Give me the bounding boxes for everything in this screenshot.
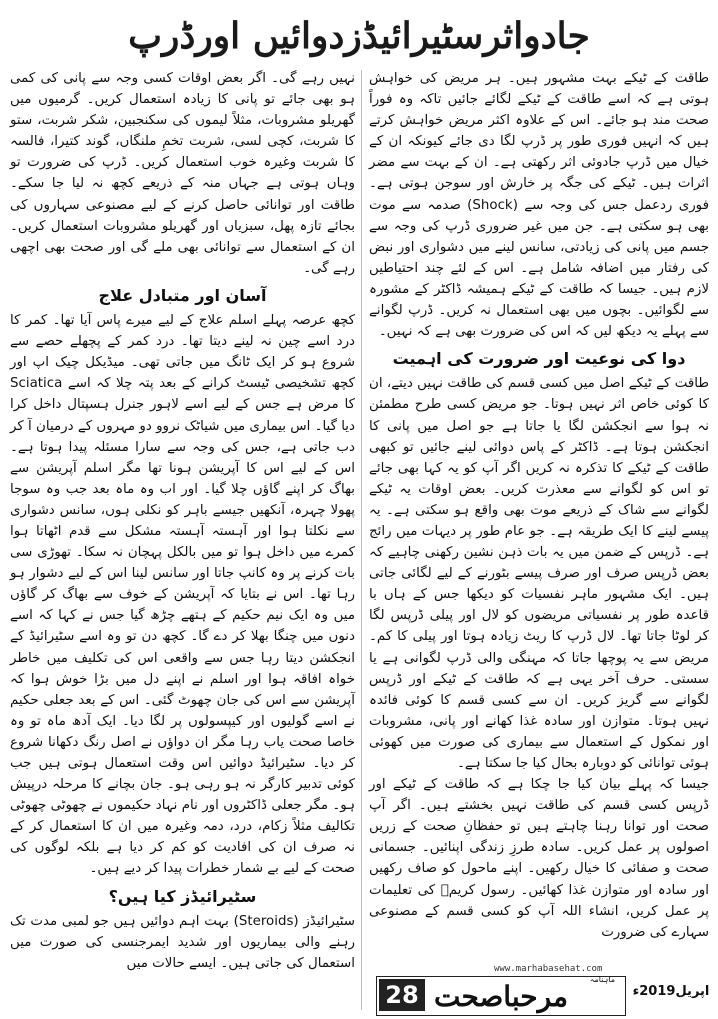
magazine-name: مرحباصحت: [433, 979, 569, 1013]
section-heading-medicine-nature: دوا کی نوعیت اور ضرورت کی اہمیت: [392, 349, 686, 369]
left-body-paragraph-2: سٹیرائیڈز (Steroids) بہت اہم دوائیں ہیں جو لمبی مدت تک رہنے والی بیماریوں اور شدید ایمرجنسی کی صورت میں استعمال کی جاتی ہیں۔ ایسے حالات میں: [10, 913, 356, 971]
right-intro-paragraph: طاقت کے ٹیکے بہت مشہور ہیں۔ ہر مریض کی خواہش ہوتی ہے کہ اسے طاقت کے ٹیکے لگائے جائیں تاکہ وہ فوراً صحت مند ہو جائے۔ اس کے علاوہ اکثر مریض خواہش کرتے ہیں کہ انہیں فوری طور پر ڈرپ لگا دی جائے کیونکہ ان کے خیال میں ڈرپ جادوئی اثر رکھتی ہے۔ ان کے بہت سے مضر اثرات ہیں۔ ٹیکے کی جگہ پر خارش اور سوجن ہوتی ہے۔ فوری ردعمل جس کی وجہ سے (Shock) صدمہ سے موت بھی ہو سکتی ہے۔ جن میں غیر ضروری ڈرپ کی وجہ سے جسم میں پانی کی زیادتی، سانس لینے میں دشواری اور نبض کی رفتار میں اضافہ شامل ہے۔ اس کے لئے چند احتیاطیں لازم ہیں۔ جیسا کہ طاقت کے ٹیکے ہمیشہ ڈاکٹر کے مشورہ سے لگوائیں۔ بچوں میں بھی استعمال نہ کریں۔ ڈرپ لگوانے سے پہلے یہ دیکھ لیں کہ اس کی ضرورت بھی ہے کہ نہیں۔: [369, 71, 709, 340]
article-header: [0, 4, 718, 68]
website-url: www.marhabasehat.com: [494, 964, 603, 974]
right-column: [369, 68, 709, 943]
right-body-paragraph-2: جیسا کہ پہلے بیان کیا جا چکا ہے کہ طاقت کے ٹیکے اور ڈرپس کسی قسم کی طاقت نہیں بخشتے ہیں۔ اگر آپ صحت اور توانا رہنا چاہتے ہیں تو حفظانِ صحت کے زریں اصولوں پر عمل کریں۔ سادہ طرزِ زندگی اپنائیں۔ جسمانی صحت و صفائی کا خیال رکھیں۔ اپنے ماحول کو صاف رکھیں اور سادہ اور متوازن غذا کھائیں۔ رسول کریمؐ کی تعلیمات پر عمل کریں، انشاء اللہ آپ کو کسی قسم کے مصنوعی سہارے کی ضرورت: [369, 777, 709, 940]
issue-date: اپریل2019ء: [632, 984, 710, 999]
left-intro-paragraph: نہیں رہے گی۔ اگر بعض اوقات کسی وجہ سے پانی کی کمی ہو بھی جائے تو پانی کا زیادہ استعمال کریں۔ گرمیوں میں گھریلو مشروبات، مثلاً لیموں کی سکنجبین، شکر شربت، ستو کا شربت، کچی لسی، شربت تخمِ ملنگاں، گوند کتیرا، فالسہ کا شربت وغیرہ خوب استعمال کریں۔ ڈرپ کی ضرورت تو وہاں ہوتی ہے جہاں منہ کے ذریعے کچھ نہ لیا جا سکے۔ طاقت اور توانائی حاصل کرنے کے لیے مصنوعی سہاروں کی بجائے تازہ پھل، سبزیاں اور گھریلو مشروبات استعمال کریں۔ ان کے استعمال سے توانائی بھی ملے گی اور صحت بھی اچھی رہے گی۔: [10, 71, 355, 276]
column-divider: [361, 70, 362, 1010]
right-body-paragraph-1: طاقت کے ٹیکے اصل میں کسی قسم کی طاقت نہیں دیتے، ان کا کوئی خاص اثر نہیں ہوتا۔ جو مریض کسی طرح مطمئن نہ ہوا سے انجکشن لگا یا جاتا ہے جو اصل میں پانی کا انجکشن ہوتا ہے۔ ڈاکٹر کے پاس دوائی لینے جائیں تو کبھی طاقت کے ٹیکے کا تذکرہ نہ کریں اگر آپ کو یہ کہا بھی جائے تو اس کو لگوانے سے معذرت کریں۔ بعض اوقات یہ ٹیکے لگوانے سے شاک کے ذریعے موت بھی واقع ہو سکتی ہے۔ یہ پیسے لینے کا ایک طریقہ ہے۔ جو عام طور پر دیہات میں رائج ہے۔ ڈرپس کے ضمن میں یہ بات ذہن نشین رکھنی چاہیے کہ بعض ڈرپس صرف اور صرف پیسے بٹورنے کے لیے لگائی جاتی ہیں۔ ایک مشہور ماہر نفسیات کو دیکھا جس کے ہاں با قاعدہ طور پر نفسیاتی مریضوں کو لال اور پیلی ڈرپس لگا کر لوٹا جاتا تھا۔ لال ڈرپ کا ریٹ زیادہ ہوتا اور پیلی کا کم۔ مریض سے یہ پوچھا جاتا کہ مہنگی والی ڈرپ لگوانی ہے یا سستی۔ حرف آخر یہی ہے کہ طاقت کے ٹیکے اور ڈرپس لگوانے سے گریز کریں۔ ان سے کسی قسم کا کوئی فائدہ نہیں ہوتا۔ متوازن اور سادہ غذا کھانے اور پانی، مشروبات اور نمکول کے استعمال سے بیماری کی صورت میں کھوئی ہوئی توانائی کو دوبارہ بحال کیا جا سکتا ہے۔: [369, 376, 709, 771]
section-heading-alternative-treatment: آسان اور متبادل علاج: [98, 285, 267, 305]
section-heading-steroids: سٹیرائیڈز کیا ہیں؟: [108, 886, 257, 906]
page-number: 28: [379, 979, 425, 1011]
left-column: [10, 68, 355, 974]
left-body-paragraph-1: کچھ عرصہ پہلے اسلم علاج کے لیے میرے پاس آیا تھا۔ کمر کا درد اسے چین نہ لینے دیتا تھا۔ درد کمر کے پچھلے حصے سے شروع ہو کر ایک ٹانگ میں جاتی تھی۔ میڈیکل چیک اپ اور کچھ تشخیصی ٹیسٹ کرانے کے بعد پتہ چلا کہ اسے Sciatica کا مرض ہے جس کے لیے اسے لاہور جنرل ہسپتال داخل کرا دیا گیا۔ اس بیماری میں شیاٹک نروو دو مہروں کے درمیان آ کر دب جاتی ہے، جس کی وجہ سے سارا مسئلہ پیدا ہوتا ہے۔ اس کے لیے اس کا آپریشن ہونا تھا مگر اسلم آپریشن سے بھاگ کر اپنے گاؤں چلا گیا۔ اور اب وہ ماہ بعد جب وہ سوجا پھولا چہرہ، آنکھیں جیسے باہر کو نکلی ہوں، سانس دشواری سے نکلتا ہوا اور آہستہ آہستہ مشکل سے قدم اٹھاتا ہوا کمرے میں داخل ہوا تو میں بالکل پہچان نہ سکا۔ تھوڑی سی بات کرنے پر وہ کانپ جاتا اور سانس لینا اس کے لیے دشوار ہو رہا تھا۔ اس نے بتایا کہ آپریشن کے خوف سے بھاگ کر گاؤں میں وہ ایک نیم حکیم کے ہتھے چڑھ گیا جس نے کہا کہ اسے دنوں میں چنگا بھلا کر دے گا۔ کچھ دن تو وہ اسے سٹیرائیڈ کے انجکشن دیتا رہا جس سے واقعی اس کی تکلیف میں خاطر خواہ افاقہ ہوا اور اسلم نے اپنے دل میں بڑا خوش ہوا کہ آپریشن سے اس کی جان چھوٹ گئی۔ اس کے بعد جعلی حکیم نے اسے گولیوں اور کیپسولوں پر لگا دیا۔ ایک آدھ ماہ تو وہ خاصا صحت یاب رہا مگر ان دواؤں نے اصل رنگ دکھانا شروع کر دیا۔ سٹیرائیڈ دوائیں اس وقت استعمال ہوتی ہیں جب کوئی تدبیر کارگر نہ ہو رہی ہو۔ جان بچانے کا مرحلہ درپیش ہو۔ مگر جعلی ڈاکٹروں اور نام نہاد حکیموں نے چھوٹی چھوٹی تکالیف مثلاً زکام، درد، دمہ وغیرہ میں ان کا استعمال کر کے نہ صرف ان کی افادیت کو کم کر دیا ہے بلکہ لوگوں کی صحت کے لیے بے شمار خطرات پیدا کر دیے ہیں۔: [10, 313, 355, 877]
article-title: جادواثرسٹیرائیڈزدوائیں اورڈرپ: [128, 15, 590, 57]
magazine-monthly-label: ماہنامہ: [589, 975, 615, 984]
